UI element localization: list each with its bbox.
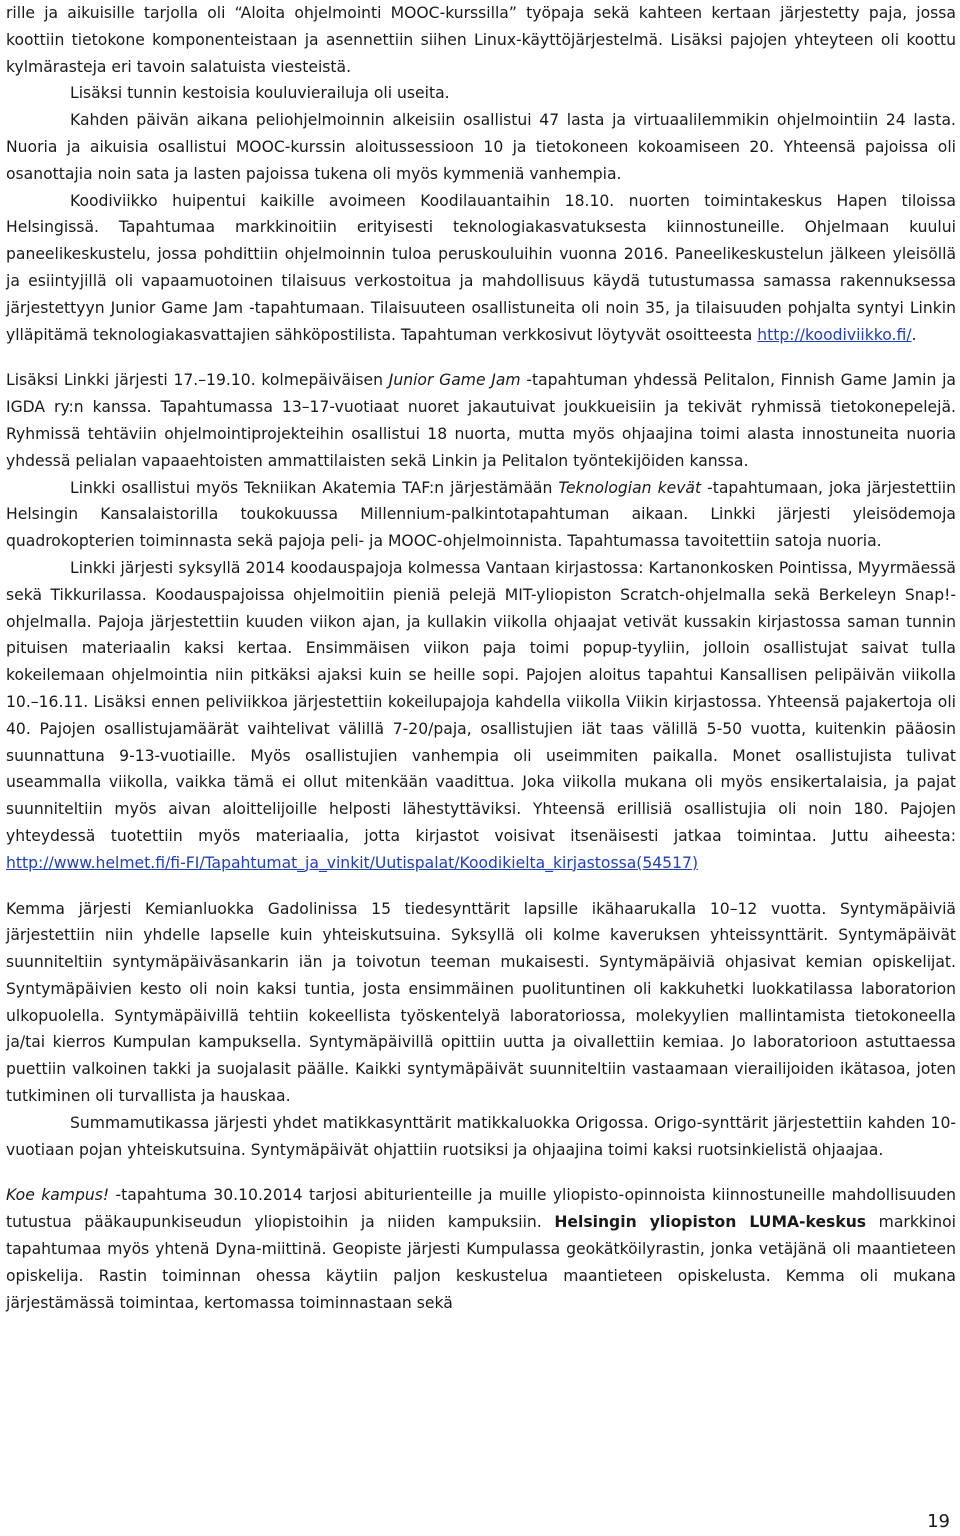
event-name: Teknologian kevät — [558, 478, 702, 497]
event-name: Koe kampus! — [6, 1186, 110, 1205]
paragraph-junior-game-jam — [6, 367, 956, 474]
paragraph-workshops: rille ja aikuisille tarjolla oli “Aloita ohjelmointi MOOC-kurssilla” työpaja sekä kahteen kertaan järjestetty paja, jossa koottiin tietokone komponenteistaan ja asennettiin siihen Linux-käyttöjärjestelmä. Lisäksi pajojen yhteyteen oli koottu kylmärasteja eri tavoin salatuista viesteistä. — [6, 4, 956, 76]
paragraph-kemma-birthdays: Kemma järjesti Kemianluokka Gadolinissa 15 tiedesynttärit lapsille ikähaarukalla 10–12 vuotta. Syntymäpäiviä järjestettiin niin yhdelle lapselle kuin yhteiskutsuina. Syksyllä oli kolme kaveruksen yhteissynttärit. Syntymäpäivät suunniteltiin syntymäpäiväsankarin iän ja toivotun teeman mukaisesti. Syntymäpäiviä ohjasivat kemian opiskelijat. Syntymäpäivien kesto oli noin kaksi tuntia, josta ensimmäinen puolituntinen oli kakkuhetki luokkatilassa laboratorion ulkopuolella. Syntymäpäivillä tehtiin kokeellista työskentelyä laboratoriossa, molekyylien mallintamista tietokoneella ja/tai kierros Kumpulan kampuksella. Syntymäpäivillä opittiin uutta ja oivallettiin kemiaa. Jo laboratorioon astuttaessa puettiin valkoinen takki ja suojalasit päälle. Kaikki syntymäpäivät suunniteltiin vastaamaan vierailijoiden ikätasoa, joten tutkiminen oli turvallista ja hauskaa. — [6, 899, 956, 1106]
paragraph-library-workshops — [6, 555, 956, 877]
paragraph-text: . — [911, 325, 917, 344]
paragraph-participants: Kahden päivän aikana peliohjelmoinnin alkeisiin osallistui 47 lasta ja virtuaalilemmikin ohjelmointiin 24 lasta. Nuoria ja aikuisia osallistui MOOC-kurssin aloitussessioon 10 ja tietokoneen kokoamiseen 20. Yhteensä pajoissa oli osanottajia noin sata ja lasten pajoissa tukena oli myös kymmeniä vanhempia. — [6, 111, 956, 183]
paragraph-text: -tapahtuma 30.10.2014 tarjosi abiturienteille ja muille yliopisto-opinnoista kiinnostuneille mahdollisuuden tutustua pääkaupunkiseudun yliopistoihin ja niiden kampuksiin. — [6, 1186, 956, 1232]
event-name: Junior Game Jam — [388, 371, 521, 390]
page-number: 19 — [927, 1511, 950, 1532]
paragraph-text: markkinoi tapahtumaa myös yhtenä Dyna-miittinä. Geopiste järjesti Kumpulassa geokätköilyrastin, jonka vetäjänä oli maantieteen opiskelija. Rastin toiminnan ohessa käytiin paljon keskustelua maantieteen opiskelusta. Kemma oli mukana järjestämässä toimintaa, kertomassa toiminnastaan sekä — [6, 1213, 956, 1312]
paragraph-summamutikassa: Summamutikassa järjesti yhdet matikkasynttärit matikkaluokka Origossa. Origo-synttärit järjestettiin kahden 10-vuotiaan pojan yhteiskutsuina. Syntymäpäivät ohjattiin ruotsiksi ja ohjaajina toimi kaksi ruotsinkielistä ohjaajaa. — [6, 1113, 956, 1159]
helmet-link[interactable]: http://www.helmet.fi/fi-FI/Tapahtumat_ja_vinkit/Uutispalat/Koodikielta_kirjastossa(54517) — [6, 853, 699, 872]
paragraph-text: -tapahtuman yhdessä Pelitalon, Finnish Game Jamin ja IGDA ry:n kanssa. Tapahtumassa 13–17-vuotiaat nuoret jakautuivat joukkueisiin ja tekivät ryhmissä tietokonepelejä. Ryhmissä tehtäviin ohjelmointiprojekteihin osallistui 18 nuorta, mutta myös ohjaajina toimi alasta innostuneita nuoria yhdessä pelialan vapaaehtoisten ammattilaisten sekä Linkin ja Pelitalon työntekijöiden kanssa. — [6, 371, 956, 470]
paragraph-text: -tapahtumaan, joka järjestettiin Helsingin Kansalaistorilla toukokuussa Millennium-palkintotapahtuman aikaan. Linkki järjesti yleisödemoja quadrokopterien toiminnasta sekä pajoja peli- ja MOOC-ohjelmoinnista. Tapahtumassa tavoitettiin satoja nuoria. — [6, 478, 956, 551]
paragraph-koodilauantai — [6, 188, 956, 349]
paragraph-text: Linkki järjesti syksyllä 2014 koodauspajoja kolmessa Vantaan kirjastossa: Kartanonkosken Pointissa, Myyrmäessä sekä Tikkurilassa. Koodauspajoissa ohjelmoitiin pieniä pelejä MIT-yliopiston Scratch-ohjelmalla sekä Berkeleyn Snap!-ohjelmalla. Pajoja järjestettiin kuuden viikon ajan, ja kullakin viikolla ohjaajat vetivät kussakin kirjastossa saman tunnin pituisen materiaalin kaksi kertaa. Ensimmäisen viikon paja toimi popup-tyyliin, jolloin osallistujat saivat tulla kokeilemaan ohjelmointia niin pitkäksi ajaksi kuin se heille sopi. Pajojen aloitus tapahtui Kansallisen pelipäivän viikolla 10.–16.11. Lisäksi ennen peliviikkoa järjestettiin kokeilupajoja kahdella viikolla Viikin kirjastossa. Yhteensä pajakertoja oli 40. Pajojen osallistujamäärät vaihtelivat välillä 7-20/paja, osallistujien iät taas välillä 5-50 vuotta, kuitenkin pääosin suunnattuna 9-13-vuotiaille. Myös osallistujien vanhempia oli useimmiten paikalla. Monet osallistujista tulivat useammalla viikolla, vaikka tämä ei ollut mitenkään vaadittua. Joka viikolla mukana oli myös ensikertalaisia, ja pajat suunniteltiin myös aivan aloittelijoille helposti lähestyttäviksi. Yhteensä erillisiä osallistujia oli noin 180. Pajojen yhteydessä tuotettiin myös materiaalia, jotta kirjastot voisivat itsenäisesti jatkaa toimintaa. Juttu aiheesta: — [6, 558, 956, 845]
paragraph-school-visits: Lisäksi tunnin kestoisia kouluvierailuja oli useita. — [70, 84, 450, 103]
document-page — [6, 0, 956, 1316]
paragraph-koe-kampus — [6, 1182, 956, 1316]
paragraph-text: Koodiviikko huipentui kaikille avoimeen Koodilauantaihin 18.10. nuorten toimintakeskus Hapen tiloissa Helsingissä. Tapahtumaa markkinoitiin erityisesti teknologiakasvatuksesta kiinnostuneille. Ohjelmaan kuului paneelikeskustelu, jossa pohdittiin ohjelmoinnin tuloa peruskouluihin vuonna 2016. Paneelikeskustelun jälkeen yleisöllä ja esiintyjillä oli vapaamuotoinen tilaisuus verkostoitua ja mahdollisuus käydä tutustumassa samassa rakennuksessa järjestettyyn Junior Game Jam -tapahtumaan. Tilaisuuteen osallistuneita oli noin 35, ja tilaisuuden pohjalta syntyi Linkin ylläpitämä teknologiakasvattajien sähköpostilista. Tapahtuman verkkosivut löytyvät osoitteesta — [6, 191, 956, 344]
paragraph-text: Linkki osallistui myös Tekniikan Akatemia TAF:n järjestämään — [70, 478, 559, 497]
paragraph-teknologian-kevat — [6, 475, 956, 555]
paragraph-text: Lisäksi Linkki järjesti 17.–19.10. kolmepäiväisen — [6, 371, 389, 390]
koodiviikko-link[interactable]: http://koodiviikko.fi/ — [757, 325, 912, 344]
organization-name: Helsingin yliopiston LUMA-keskus — [554, 1213, 867, 1232]
